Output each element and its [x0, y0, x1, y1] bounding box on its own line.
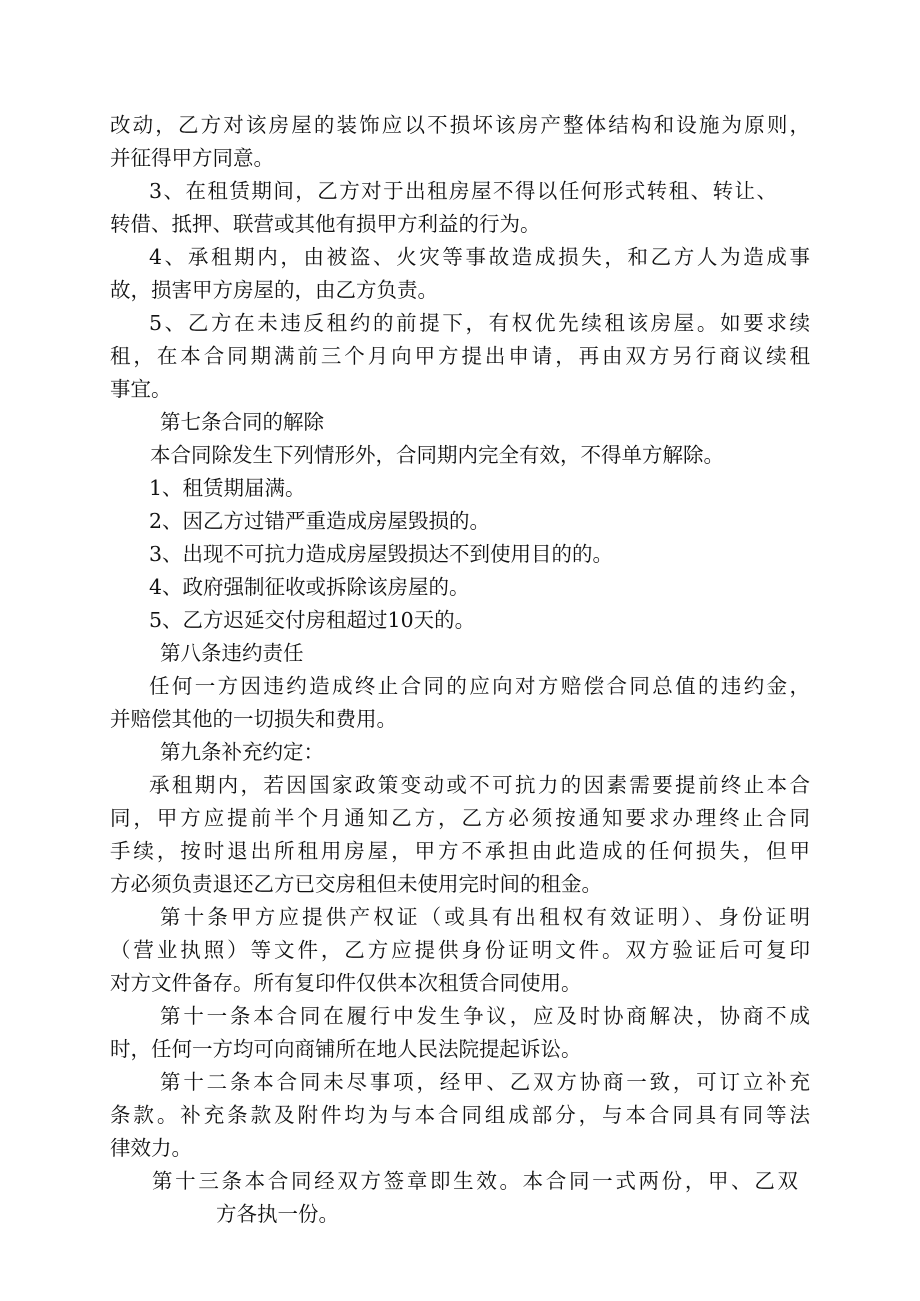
text-line: 条款。补充条款及附件均为与本合同组成部分，与本合同具有同等法 — [110, 1103, 810, 1127]
text-line: 方各执一份。 — [216, 1202, 339, 1226]
text-line: 第十二条本合同未尽事项，经甲、乙双方协商一致，可订立补充 — [160, 1070, 810, 1094]
text-line: 并赔偿其他的一切损失和费用。 — [110, 707, 397, 731]
text-line: 手续，按时退出所租用房屋，甲方不承担由此造成的任何损失，但甲 — [110, 839, 810, 863]
list-item: 3、出现不可抗力造成房屋毁损达不到使用目的的。 — [149, 542, 614, 566]
text-line: 对方文件备存。所有复印件仅供本次租赁合同使用。 — [110, 971, 582, 995]
list-item: 1、租赁期届满。 — [149, 476, 306, 500]
text-line: 转借、抵押、联营或其他有损甲方利益的行为。 — [110, 212, 541, 236]
text-line: 时，任何一方均可向商铺所在地人民法院提起诉讼。 — [110, 1037, 582, 1061]
section-heading: 第九条补充约定： — [160, 740, 324, 764]
list-item: 4、政府强制征收或拆除该房屋的。 — [149, 575, 470, 599]
text-line: 任何一方因违约造成终止合同的应向对方赔偿合同总值的违约金， — [149, 674, 810, 698]
text-line: 承租期内，若因国家政策变动或不可抗力的因素需要提前终止本合 — [149, 773, 810, 797]
section-heading: 第八条违约责任 — [160, 641, 304, 665]
text-line: 方必须负责退还乙方已交房租但未使用完时间的租金。 — [110, 872, 602, 896]
text-line: 第十一条本合同在履行中发生争议，应及时协商解决，协商不成 — [160, 1004, 810, 1028]
text-line: 并征得甲方同意。 — [110, 146, 274, 170]
text-line: 事宜。 — [110, 377, 172, 401]
text-line: 第十三条本合同经双方签章即生效。本合同一式两份，甲、乙双 — [152, 1169, 798, 1193]
text-line: 改动，乙方对该房屋的装饰应以不损坏该房产整体结构和设施为原则， — [110, 113, 810, 137]
text-line: 同，甲方应提前半个月通知乙方，乙方必须按通知要求办理终止合同 — [110, 806, 810, 830]
text-line: 故，损害甲方房屋的，由乙方负责。 — [110, 278, 438, 302]
text-line: 3、在租赁期间，乙方对于出租房屋不得以任何形式转租、转让、 — [149, 179, 777, 203]
text-line: （营业执照）等文件，乙方应提供身份证明文件。双方验证后可复印 — [110, 938, 810, 962]
list-item: 2、因乙方过错严重造成房屋毁损的。 — [149, 509, 491, 533]
text-line: 4、承租期内，由被盗、火灾等事故造成损失，和乙方人为造成事 — [149, 245, 810, 269]
text-line: 律效力。 — [110, 1136, 192, 1160]
text-line: 本合同除发生下列情形外，合同期内完全有效，不得单方解除。 — [150, 443, 724, 467]
section-heading: 第七条合同的解除 — [160, 410, 324, 434]
text-line: 第十条甲方应提供产权证（或具有出租权有效证明）、身份证明 — [160, 905, 810, 929]
text-line: 租，在本合同期满前三个月向甲方提出申请，再由双方另行商议续租 — [110, 344, 810, 368]
text-line: 5、乙方在未违反租约的前提下，有权优先续租该房屋。如要求续 — [149, 311, 810, 335]
list-item: 5、乙方迟延交付房租超过10天的。 — [149, 608, 476, 632]
